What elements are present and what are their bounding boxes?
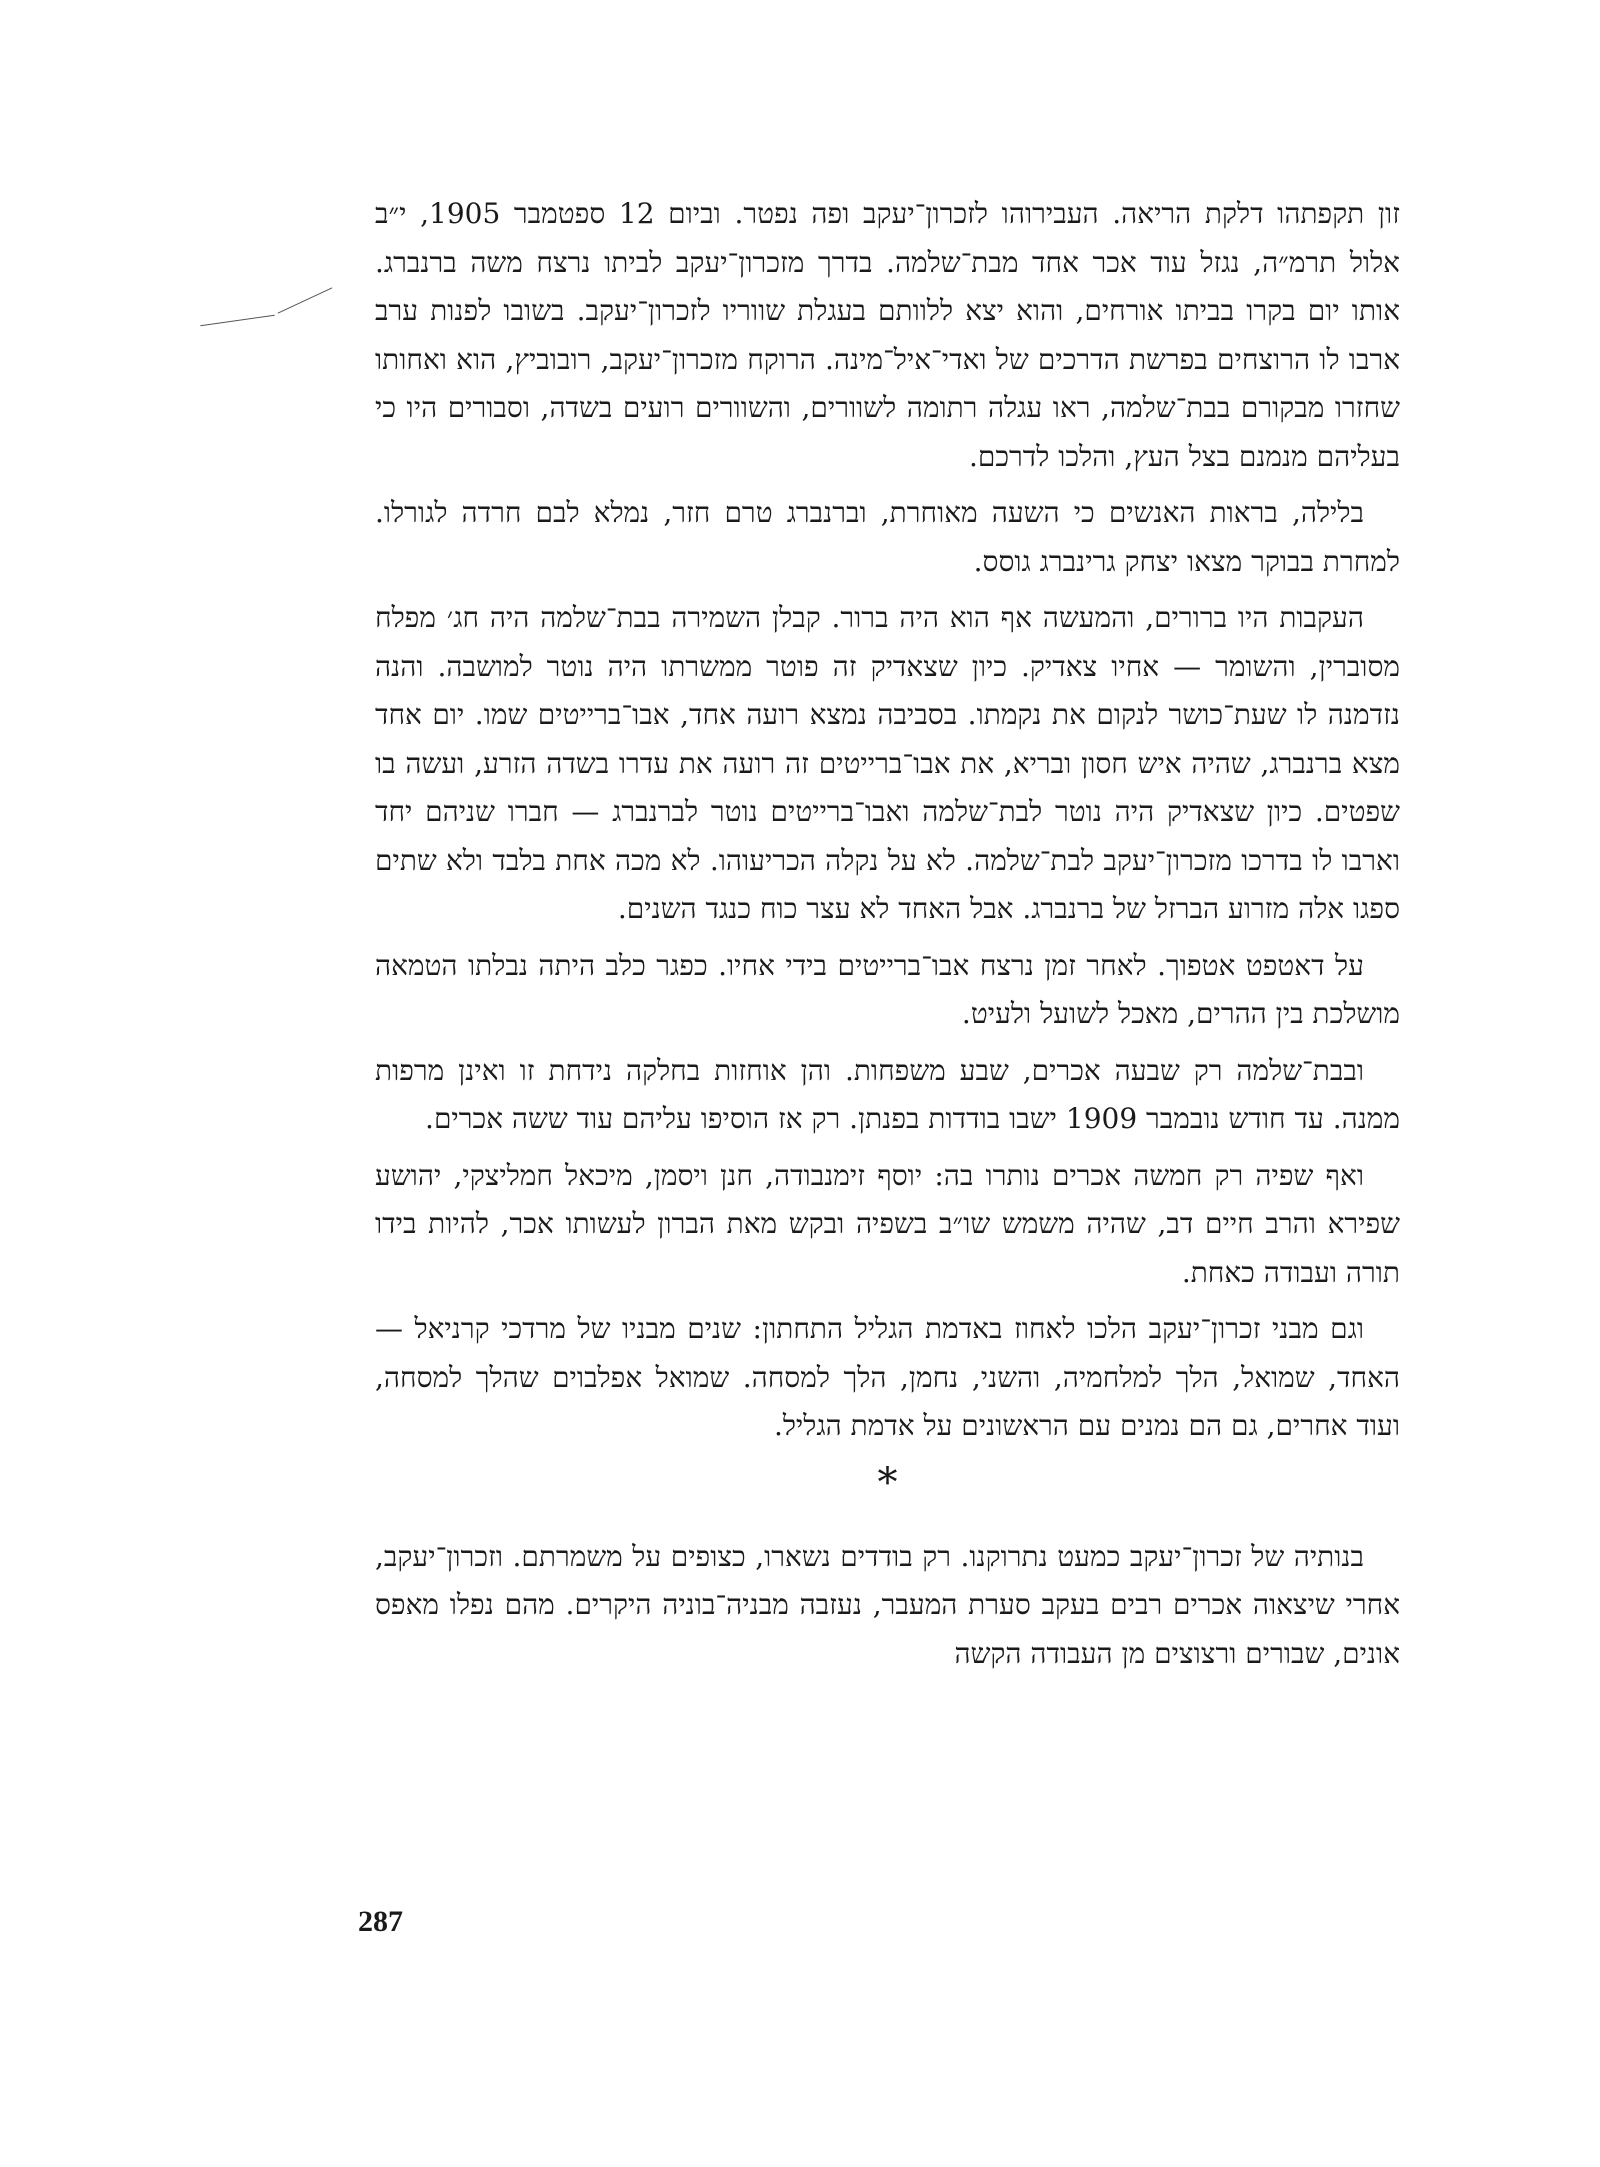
scan-pen-mark — [278, 287, 333, 313]
scan-pen-mark — [200, 315, 274, 326]
paragraph: וגם מבני זכרון־יעקב הלכו לאחוז באדמת הגליל התחתון: שנים מבניו של מרדכי קרניאל — האחד, שמואל, הלך למלחמיה, והשני, נחמן, הלך למסחה. שמואל אפלבוים שהלך למסחה, ועוד אחרים, גם הם נמנים עם הראשונים על אדמת הגליל. — [375, 1312, 1400, 1442]
body-text — [375, 190, 1400, 1686]
page-number: 287 — [358, 1905, 403, 1938]
paragraph: העקבות היו ברורים, והמעשה אף הוא היה ברור. קבלן השמירה בבת־שלמה היה חג׳ מפלח מסוברין, והשומר — אחיו צאדיק. כיון שצאדיק זה פוטר ממשרתו היה נוטר למושבה. והנה נזדמנה לו שעת־כושר לנקום את נקמתו. בסביבה נמצא רועה אחד, אבו־ברייטים שמו. יום אחד מצא ברנברג, שהיה איש חסון ובריא, את אבו־ברייטים זה רועה את עדרו בשדה הזרע, ועשה בו שפטים. כיון שצאדיק היה נוטר לבת־שלמה ואבו־ברייטים נוטר לברנברג — חברו שניהם יחד וארבו לו בדרכו מזכרון־יעקב לבת־שלמה. לא על נקלה הכריעוהו. לא מכה אחת בלבד ולא שתים ספגו אלה מזרוע הברזל של ברנברג. אבל האחד לא עצר כוח כנגד השנים. — [375, 601, 1400, 925]
paragraph: ואף שפיה רק חמשה אכרים נותרו בה: יוסף זימנבודה, חנן ויסמן, מיכאל חמליצקי, יהושע שפירא והרב חיים דב, שהיה משמש שו״ב בשפיה ובקש מאת הברון לעשותו אכר, להיות בידו תורה ועבודה כאחת. — [375, 1158, 1400, 1289]
paragraph: על דאטפט אטפוך. לאחר זמן נרצח אבו־ברייטים בידי אחיו. כפגר כלב היתה נבלתו הטמאה מושלכת בין ההרים, מאכל לשועל ולעיט. — [375, 948, 1400, 1030]
paragraph: ובבת־שלמה רק שבעה אכרים, שבע משפחות. והן אוחזות בחלקה נידחת זו ואינן מרפות ממנה. עד חודש נובמבר 1909 ישבו בודדות בפנתן. רק אז הוסיפו עליהם עוד ששה אכרים. — [375, 1053, 1400, 1135]
section-separator: * — [877, 1459, 898, 1506]
closing-paragraph: בנותיה של זכרון־יעקב כמעט נתרוקנו. רק בודדים נשארו, כצופים על משמרתם. וזכרון־יעקב, אחרי שיצאוה אכרים רבים בעקב סערת המעבר, נעזבה מבניה־בוניה היקרים. מהם נפלו מאפס אונים, שבורים ורצוצים מן העבודה הקשה — [375, 1539, 1400, 1670]
paragraph: בלילה, בראות האנשים כי השעה מאוחרת, וברנברג טרם חזר, נמלא לבם חרדה לגורלו. למחרת בבוקר מצאו יצחק גרינברג גוסס. — [375, 496, 1400, 578]
paragraph: זון תקפתהו דלקת הריאה. העבירוהו לזכרון־יעקב ופה נפטר. וביום 12 ספטמבר 1905, י״ב אלול תרמ״ה, נגזל עוד אכר אחד מבת־שלמה. בדרך מזכרון־יעקב לביתו נרצח משה ברנברג. אותו יום בקרו בביתו אורחים, והוא יצא ללוותם בעגלת שווריו לזכרון־יעקב. בשובו לפנות ערב ארבו לו הרוצחים בפרשת הדרכים של ואדי־איל־מינה. הרוקח מזכרון־יעקב, רובוביץ, הוא ואחותו שחזרו מבקורם בבת־שלמה, ראו עגלה רתומה לשוורים, והשוורים רועים בשדה, וסבורים היו כי בעליהם מנמנם בצל העץ, והלכו לדרכם. — [375, 197, 1401, 473]
